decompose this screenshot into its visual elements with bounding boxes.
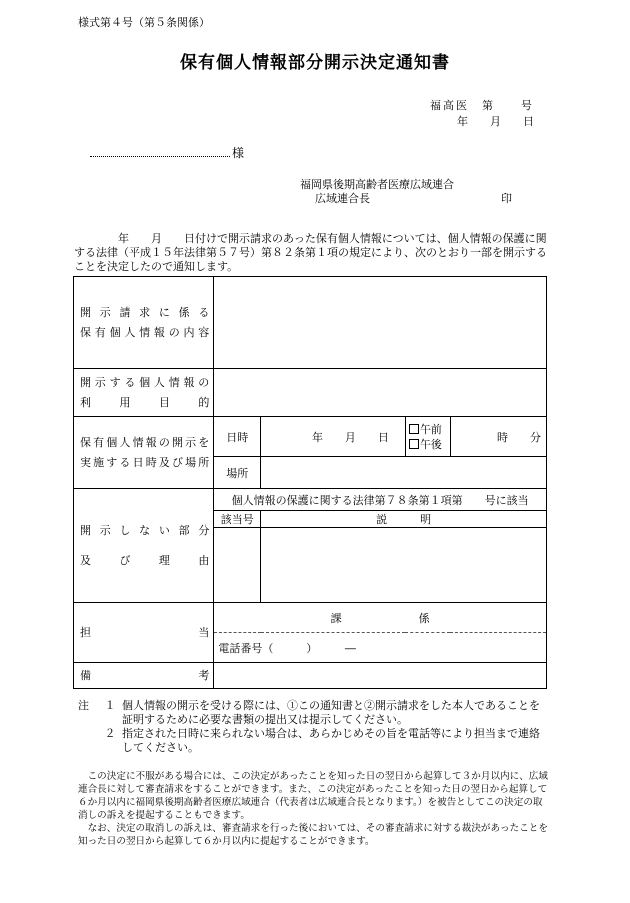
label-char: 開 bbox=[80, 375, 91, 389]
row-request-content bbox=[74, 277, 547, 369]
label-char: 有 bbox=[93, 435, 105, 449]
label-char: 請 bbox=[119, 305, 131, 319]
label-char: の bbox=[198, 375, 210, 389]
seal-mark: 印 bbox=[501, 192, 512, 205]
label-line bbox=[80, 433, 213, 453]
label-char: 人 bbox=[124, 325, 136, 339]
notice-paragraph: この決定に不服がある場合には、この決定があったことを知った日の翌日から起算して３か月以内に、広域連合長に対して審査請求をすることができます。また、この決定があったことを知った日の翌日から起算して６か月以内に福岡県後期高齢者医療広域連合（代表者は広域連合長となります。）を被告としてこの決定の取消しの訴えを提起することもできます。 bbox=[78, 771, 548, 821]
label-char: 有 bbox=[94, 325, 106, 339]
document-number: 福高医 第 号 bbox=[430, 99, 534, 112]
label-char: 示 bbox=[99, 523, 111, 537]
label-char: 考 bbox=[198, 668, 210, 682]
label-char: す bbox=[109, 375, 121, 389]
label-char: な bbox=[139, 523, 151, 537]
field-usage-purpose[interactable] bbox=[214, 369, 547, 417]
note-number: １ bbox=[104, 699, 116, 712]
label-line bbox=[80, 453, 213, 473]
label-char: 利 bbox=[80, 395, 91, 409]
label-char: 示 bbox=[185, 435, 197, 449]
note-text: 個人情報の開示を受ける際には、①この通知書と②開示請求をした本人であることを証明するために必要な書類の提出又は提示してください。 bbox=[122, 699, 540, 726]
label-char: 情 bbox=[132, 435, 144, 449]
addressee-blank bbox=[90, 156, 230, 157]
issuer-organization: 福岡県後期高齢者医療広域連合 bbox=[300, 178, 454, 191]
label-char: 人 bbox=[119, 435, 131, 449]
pm-label: 午後 bbox=[419, 437, 442, 451]
label-char: 情 bbox=[139, 325, 151, 339]
label-char: 保 bbox=[80, 435, 91, 449]
field-clause[interactable] bbox=[214, 528, 261, 603]
label-char: 求 bbox=[139, 305, 151, 319]
label-contact bbox=[74, 603, 214, 663]
field-request-content[interactable] bbox=[214, 277, 547, 369]
form-number: 様式第４号（第５条関係） bbox=[78, 16, 210, 29]
label-datetime-place bbox=[74, 417, 214, 489]
label-char: 容 bbox=[198, 325, 210, 339]
label-line bbox=[80, 323, 213, 343]
page-title: 保有個人情報部分開示決定通知書 bbox=[180, 53, 450, 73]
label-char: 施 bbox=[93, 455, 105, 469]
notes-section bbox=[78, 699, 548, 755]
label-line bbox=[80, 666, 213, 686]
label-char: 用 bbox=[119, 395, 131, 409]
label-char: 開 bbox=[171, 435, 183, 449]
field-date[interactable]: 年 月 日 bbox=[261, 417, 406, 457]
field-remarks[interactable] bbox=[214, 663, 547, 689]
label-char: の bbox=[158, 435, 170, 449]
label-char: し bbox=[119, 523, 131, 537]
row-law-reference bbox=[74, 489, 547, 511]
clause-header: 該当号 bbox=[214, 511, 261, 528]
place-label: 場所 bbox=[214, 457, 261, 489]
label-usage-purpose bbox=[74, 369, 214, 417]
field-place[interactable] bbox=[261, 457, 547, 489]
label-char: る bbox=[198, 305, 210, 319]
label-line bbox=[80, 393, 213, 413]
datetime-label: 日時 bbox=[214, 417, 261, 457]
label-char: 内 bbox=[183, 325, 195, 339]
label-char: る bbox=[124, 375, 136, 389]
label-char: 係 bbox=[178, 305, 190, 319]
addressee-line bbox=[90, 144, 244, 161]
label-char: 報 bbox=[145, 435, 157, 449]
row-datetime bbox=[74, 417, 547, 457]
label-char: い bbox=[158, 523, 170, 537]
note-item bbox=[78, 727, 548, 755]
label-line bbox=[80, 623, 213, 643]
label-char: 当 bbox=[198, 625, 210, 639]
label-char: 個 bbox=[109, 325, 121, 339]
label-char: 分 bbox=[198, 523, 210, 537]
label-char: 個 bbox=[106, 435, 118, 449]
note-text: 指定された日時に来られない場合は、あらかじめその旨を電話等により担当まで連絡してください。 bbox=[122, 727, 540, 754]
label-char: の bbox=[168, 325, 180, 339]
label-char: 及 bbox=[158, 455, 170, 469]
label-char: 理 bbox=[158, 553, 170, 567]
label-char: 部 bbox=[178, 523, 190, 537]
pm-checkbox-icon[interactable] bbox=[409, 439, 419, 449]
label-line bbox=[80, 521, 213, 541]
label-char: を bbox=[198, 435, 210, 449]
notice-paragraph: なお、決定の取消しの訴えは、審査請求を行った後においては、その審査請求に対する裁決があったことを知った日の翌日から起算して６か月以内に提起することができます。 bbox=[78, 823, 548, 847]
label-char: 目 bbox=[158, 395, 170, 409]
label-char: 個 bbox=[139, 375, 151, 389]
label-char: 開 bbox=[80, 305, 91, 319]
document-date: 年 月 日 bbox=[457, 115, 534, 128]
row-contact-section bbox=[74, 603, 547, 633]
field-explanation[interactable] bbox=[261, 528, 547, 603]
label-char: 及 bbox=[80, 553, 91, 567]
label-char: 報 bbox=[183, 375, 195, 389]
row-usage-purpose bbox=[74, 369, 547, 417]
field-phone[interactable]: 電話番号（ ） ― bbox=[214, 633, 547, 663]
explanation-header: 説 明 bbox=[261, 511, 547, 528]
label-char: る bbox=[119, 455, 131, 469]
label-undisclosed-reason bbox=[74, 489, 214, 603]
label-char: 開 bbox=[80, 523, 91, 537]
note-item bbox=[78, 699, 548, 727]
label-line bbox=[80, 551, 213, 571]
am-checkbox-icon[interactable] bbox=[409, 424, 419, 434]
field-time[interactable]: 時 分 bbox=[450, 417, 546, 457]
note-number: ２ bbox=[104, 727, 116, 740]
field-section[interactable]: 課 係 bbox=[214, 603, 547, 633]
addressee-suffix: 様 bbox=[232, 146, 245, 160]
notes-head-spacer bbox=[78, 727, 98, 755]
law-reference-text: 個人情報の保護に関する法律第７８条第１項第 号に該当 bbox=[214, 489, 547, 511]
label-char: 場 bbox=[185, 455, 197, 469]
notice-form-table bbox=[73, 276, 547, 689]
label-char: す bbox=[106, 455, 118, 469]
intro-paragraph: 年 月 日付けで開示請求のあった保有個人情報については、個人情報の保護に関する法律（平成１５年法律第５７号）第８２条第１項の規定により、次のとおり一部を開示することを決定したので通知します。 bbox=[74, 232, 547, 273]
am-option[interactable] bbox=[409, 422, 450, 437]
label-char: 時 bbox=[145, 455, 157, 469]
label-char: 示 bbox=[94, 375, 106, 389]
label-char: 実 bbox=[80, 455, 91, 469]
label-char: 報 bbox=[153, 325, 165, 339]
label-char: 所 bbox=[198, 455, 210, 469]
notes-head: 注 bbox=[78, 699, 89, 712]
label-request-content bbox=[74, 277, 214, 369]
label-char: 人 bbox=[153, 375, 165, 389]
label-char: 保 bbox=[80, 325, 91, 339]
label-char: び bbox=[171, 455, 183, 469]
label-char: に bbox=[158, 305, 170, 319]
appeal-notice bbox=[78, 770, 550, 848]
row-remarks bbox=[74, 663, 547, 689]
am-label: 午前 bbox=[419, 422, 442, 436]
label-char: 日 bbox=[132, 455, 144, 469]
label-char: 担 bbox=[80, 625, 91, 639]
label-char: 由 bbox=[198, 553, 210, 567]
issuer-title: 広域連合長 bbox=[315, 192, 370, 205]
pm-option[interactable] bbox=[409, 437, 450, 452]
label-char: 的 bbox=[198, 395, 210, 409]
label-char: 情 bbox=[168, 375, 180, 389]
label-char: 備 bbox=[80, 668, 91, 682]
label-char: 示 bbox=[99, 305, 111, 319]
label-line bbox=[80, 373, 213, 393]
ampm-choice[interactable] bbox=[405, 417, 450, 457]
label-remarks bbox=[74, 663, 214, 689]
label-line bbox=[80, 303, 213, 323]
label-char: び bbox=[119, 553, 131, 567]
